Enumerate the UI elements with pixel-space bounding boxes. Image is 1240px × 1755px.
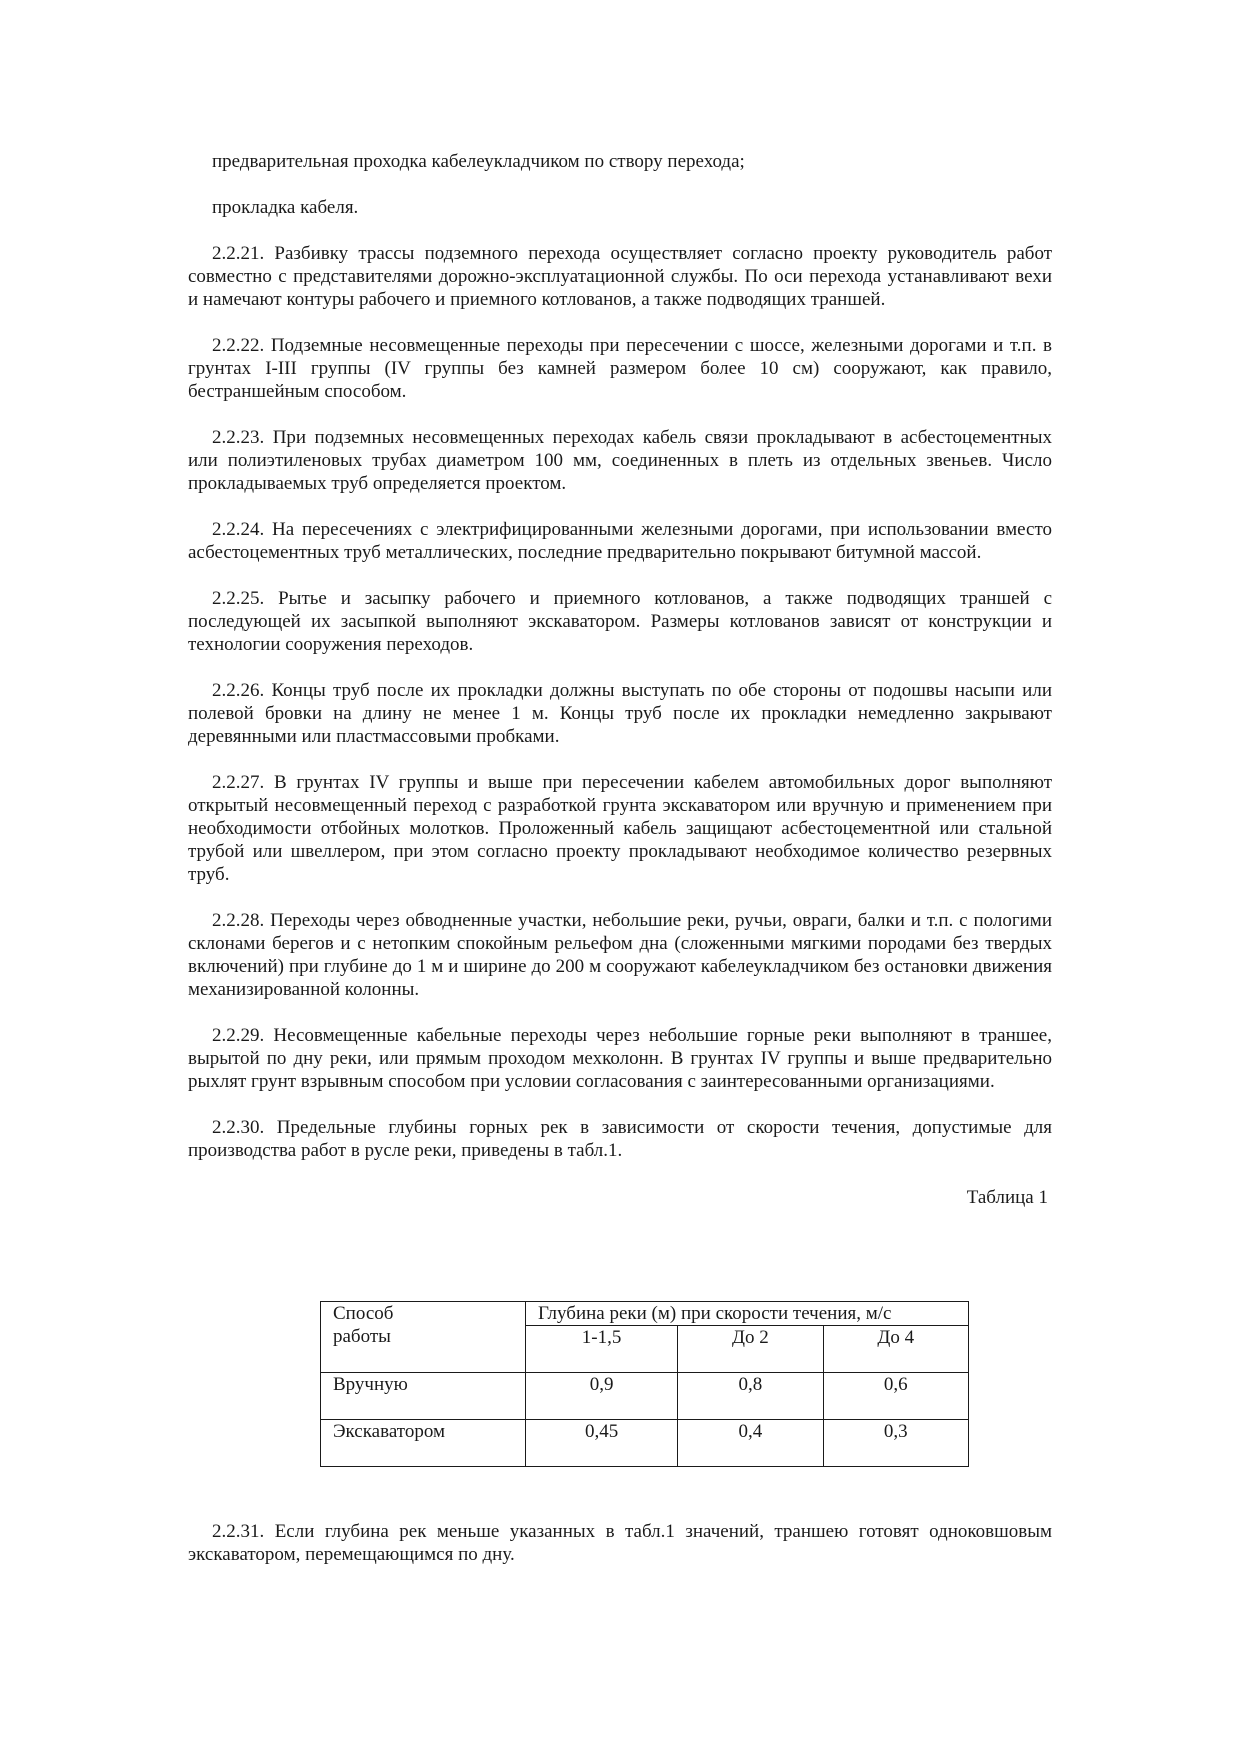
- paragraph-2-2-29: 2.2.29. Несовмещенные кабельные переходы через небольшие горные реки выполняют в траншее, вырытой по дну реки, или прямым проходом мехколонн. В грунтах IV группы и выше предварительно рыхлят грунт взрывным способом при условии согласования с заинтересованными организациями.: [188, 1025, 1052, 1092]
- method-header-line2: работы: [333, 1326, 391, 1347]
- paragraph-2-2-30: 2.2.30. Предельные глубины горных рек в зависимости от скорости течения, допустимые для производства работ в русле реки, приведены в табл.1.: [188, 1117, 1052, 1161]
- value-cell: 0,45: [526, 1420, 678, 1467]
- depth-group-header: Глубина реки (м) при скорости течения, м/с: [526, 1302, 969, 1326]
- speed-header-cell: До 4: [823, 1326, 968, 1373]
- speed-header-cell: До 2: [678, 1326, 823, 1373]
- paragraph-2-2-26: 2.2.26. Концы труб после их прокладки должны выступать по обе стороны от подошвы насыпи или полевой бровки на длину не менее 1 м. Концы труб после их прокладки немедленно закрывают деревянными или пластмассовыми пробками.: [188, 680, 1052, 747]
- value-cell: 0,8: [678, 1373, 823, 1420]
- value-cell: 0,4: [678, 1420, 823, 1467]
- paragraph-2-2-25: 2.2.25. Рытье и засыпку рабочего и приемного котлованов, а также подводящих траншей с последующей их засыпкой выполняют экскаватором. Размеры котлованов зависят от конструкции и технологии сооружения переходов.: [188, 588, 1052, 655]
- paragraph: предварительная проходка кабелеукладчиком по створу перехода;: [212, 151, 745, 172]
- paragraph-2-2-31: 2.2.31. Если глубина рек меньше указанных в табл.1 значений, траншею готовят одноковшовым экскаватором, перемещающимся по дну.: [188, 1521, 1052, 1565]
- paragraph-2-2-23: 2.2.23. При подземных несовмещенных переходах кабель связи прокладывают в асбестоцементных или полиэтиленовых трубах диаметром 100 мм, соединенных в плеть из отдельных звеньев. Число прокладываемых труб определяется проектом.: [188, 427, 1052, 494]
- paragraph-2-2-24: 2.2.24. На пересечениях с электрифицированными железными дорогами, при использовании вместо асбестоцементных труб металлических, последние предварительно покрывают битумной массой.: [188, 519, 1052, 563]
- method-cell: Вручную: [321, 1373, 526, 1420]
- method-cell: Экскаватором: [321, 1420, 526, 1467]
- method-header-line1: Способ: [333, 1303, 394, 1324]
- paragraph-2-2-27: 2.2.27. В грунтах IV группы и выше при пересечении кабелем автомобильных дорог выполняют открытый несовмещенный переход с разработкой грунта экскаватором или вручную и применением при необходимости отбойных молотков. Проложенный кабель защищают асбестоцементной или стальной трубой или швеллером, при этом согласно проекту прокладывают необходимое количество резервных труб.: [188, 772, 1052, 885]
- paragraph-2-2-22: 2.2.22. Подземные несовмещенные переходы при пересечении с шоссе, железными дорогами и т.п. в грунтах I-III группы (IV группы без камней размером более 10 см) сооружают, как правило, бестраншейным способом.: [188, 335, 1052, 402]
- value-cell: 0,9: [526, 1373, 678, 1420]
- table-row: [321, 1373, 969, 1420]
- document-tail: [188, 1520, 1052, 1566]
- table-header-row: [321, 1302, 969, 1326]
- document-body: [188, 150, 1052, 1209]
- value-cell: 0,6: [823, 1373, 968, 1420]
- paragraph-2-2-28: 2.2.28. Переходы через обводненные участки, небольшие реки, ручьи, овраги, балки и т.п. с пологими склонами берегов и с нетопким спокойным рельефом дна (сложенными мягкими породами без твердых включений) при глубине до 1 м и ширине до 200 м сооружают кабелеукладчиком без остановки движения механизированной колонны.: [188, 910, 1052, 1000]
- paragraph: прокладка кабеля.: [212, 197, 359, 218]
- method-header-cell: [321, 1302, 526, 1373]
- table-caption: Таблица 1: [966, 1187, 1048, 1208]
- table-row: [321, 1420, 969, 1467]
- paragraph-2-2-21: 2.2.21. Разбивку трассы подземного перехода осуществляет согласно проекту руководитель работ совместно с представителями дорожно-эксплуатационной службы. По оси перехода устанавливают вехи и намечают контуры рабочего и приемного котлованов, а также подводящих траншей.: [188, 243, 1052, 310]
- speed-header-cell: 1-1,5: [526, 1326, 678, 1373]
- depth-table: [320, 1301, 969, 1467]
- value-cell: 0,3: [823, 1420, 968, 1467]
